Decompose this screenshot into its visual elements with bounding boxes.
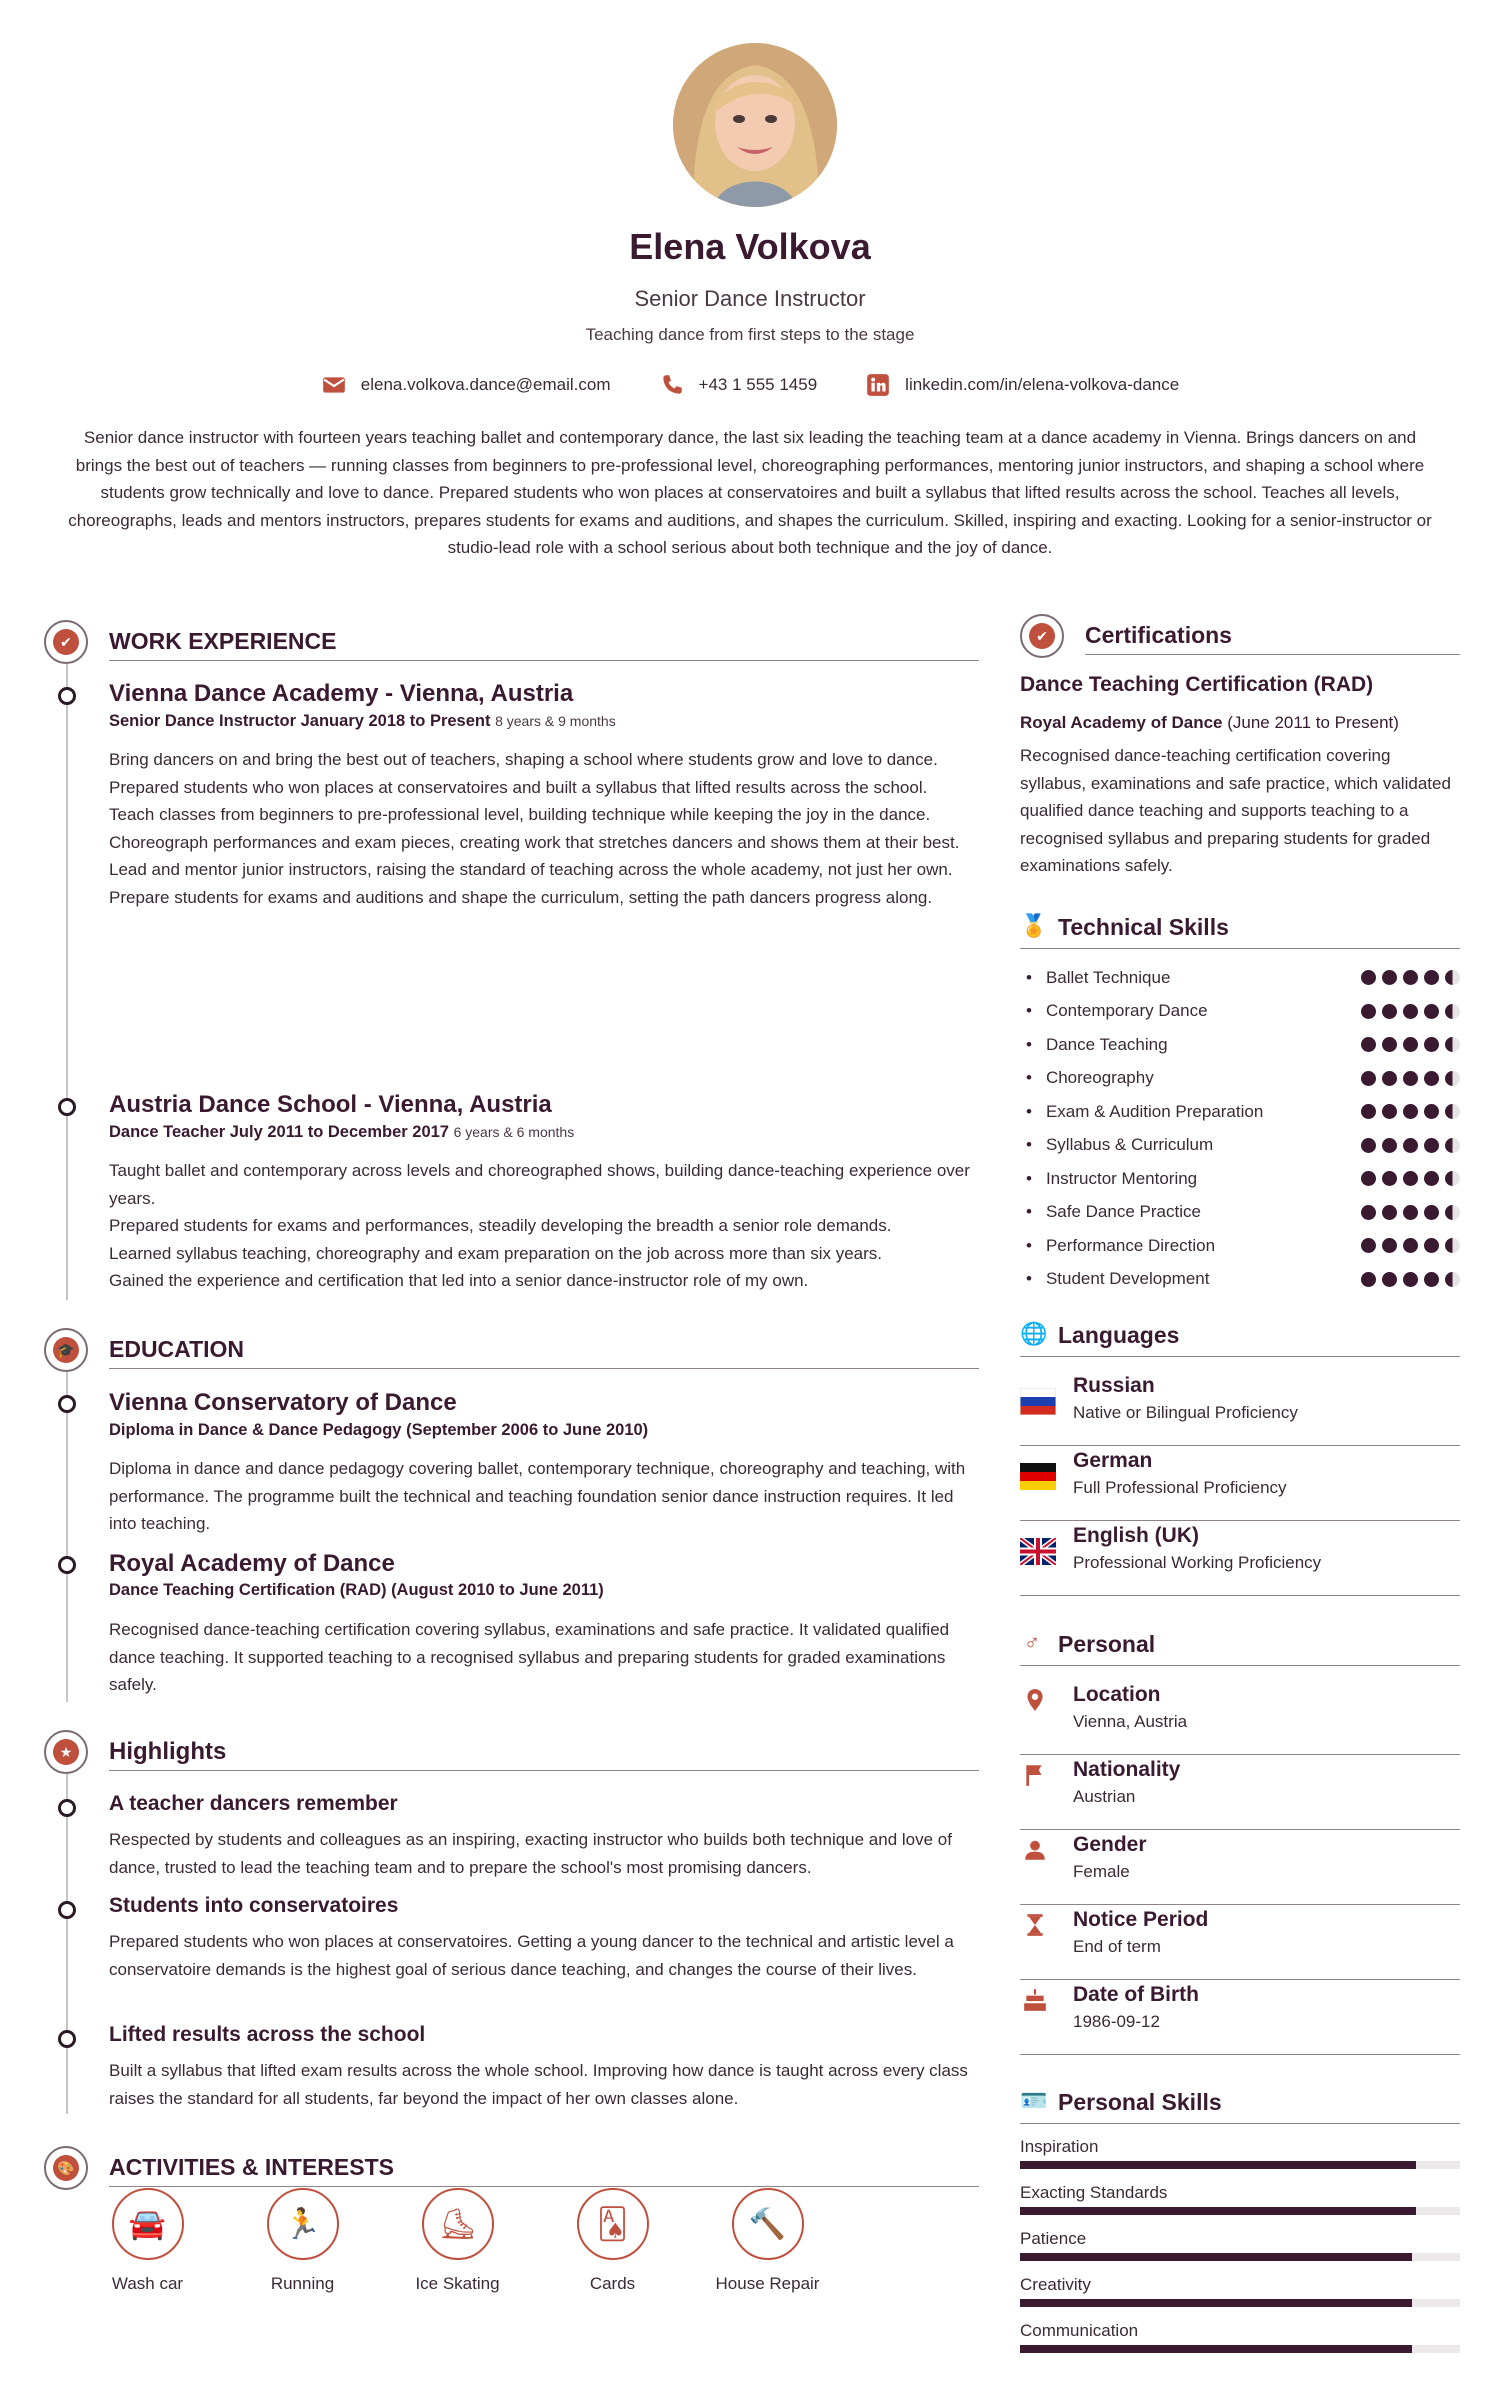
personal-skill-item (1020, 2183, 1460, 2215)
rating-dot (1403, 1171, 1418, 1186)
divider (109, 2186, 979, 2187)
skill-item (1020, 1162, 1460, 1196)
palette-icon: 🎨 (44, 2146, 88, 2190)
cake-icon (1022, 1987, 1048, 2013)
highlights-header (44, 1730, 979, 1774)
star-badge-icon: ★ (44, 1730, 88, 1774)
languages-header (1020, 1316, 1460, 1360)
candidate-role: Senior Dance Instructor (634, 286, 866, 311)
rating-dot (1361, 1104, 1376, 1119)
activities-title: ACTIVITIES & INTERESTS (109, 2154, 394, 2180)
timeline-dot (58, 1556, 76, 1574)
rating-dot (1382, 1037, 1397, 1052)
personal-skill-item (1020, 2275, 1460, 2307)
rating-dot (1403, 1205, 1418, 1220)
personal-skills-header (1020, 2083, 1460, 2127)
timeline-dot (58, 1901, 76, 1919)
personal-skill-label: Exacting Standards (1020, 2183, 1168, 2202)
germany-flag-icon (1020, 1463, 1056, 1490)
rating-dot (1424, 1104, 1439, 1119)
personal-value: End of term (1073, 1937, 1161, 1956)
language-item (1020, 1447, 1460, 1521)
language-level: Professional Working Proficiency (1073, 1553, 1322, 1572)
education-description: Recognised dance-teaching certification covering syllabus, examinations and safe practice. It validated qualified dance teaching. It supported teaching to a recognised syllabus and preparing students for graded examinations safely. (109, 1620, 950, 1694)
skill-bar (1020, 2345, 1460, 2353)
job-subtitle (109, 1123, 574, 1142)
education-title: EDUCATION (109, 1336, 245, 1362)
uk-flag-icon (1020, 1538, 1056, 1565)
divider (109, 660, 979, 661)
highlight-title: A teacher dancers remember (109, 1792, 398, 1815)
skill-item (1020, 961, 1460, 995)
job-description: Taught ballet and contemporary across levels and choreographed shows, building dance-teaching experience over years. Prepared students for exams and performances, steadily developing the breadth a senior role demands. Learned syllabus teaching, choreography and exam preparation on the job across more than six years. Gained the experience and certification that led into a senior dance-instructor role of my own. (109, 1161, 970, 1290)
ice-skating-icon: ⛸ (422, 2188, 494, 2260)
rating-dot (1361, 970, 1376, 985)
badge-icon: ✔ (44, 620, 88, 664)
rating-dot (1382, 1071, 1397, 1086)
linkedin-icon (865, 372, 891, 398)
email-text: elena.volkova.dance@email.com (360, 375, 611, 394)
personal-item (1020, 1981, 1460, 2055)
skill-bar (1020, 2253, 1460, 2261)
rating-dot (1445, 1004, 1460, 1019)
technical-skills-list (1020, 961, 1460, 1296)
skill-bar-fill (1020, 2253, 1412, 2261)
timeline-dot (58, 2030, 76, 2048)
rating-dot (1361, 1071, 1376, 1086)
skill-item (1020, 1129, 1460, 1163)
rating-dot (1403, 970, 1418, 985)
activity-label: Ice Skating (415, 2274, 500, 2293)
contact-email[interactable] (321, 372, 611, 398)
cards-icon: 🂡 (577, 2188, 649, 2260)
rating-dot (1424, 1238, 1439, 1253)
job-title: Austria Dance School - Vienna, Austria (109, 1091, 552, 1118)
personal-value: Austrian (1073, 1787, 1136, 1806)
rating-dot (1424, 1171, 1439, 1186)
skill-rating (1361, 1004, 1460, 1019)
activity-label: Wash car (111, 2274, 184, 2293)
rating-dot (1424, 970, 1439, 985)
personal-item (1020, 1756, 1460, 1830)
skill-label: • Contemporary Dance (1020, 1001, 1208, 1021)
issuer-name: Royal Academy of Dance (1020, 713, 1223, 732)
rating-dot (1445, 1238, 1460, 1253)
timeline-dot (58, 1799, 76, 1817)
personal-label: Notice Period (1073, 1908, 1209, 1931)
rating-dot (1361, 1037, 1376, 1052)
work-experience-header (44, 620, 979, 664)
hourglass-icon (1022, 1912, 1048, 1938)
activity-item (380, 2188, 535, 2294)
id-badge-icon: 🪪 (1020, 2088, 1048, 2113)
rating-dot (1445, 1205, 1460, 1220)
personal-skill-label: Creativity (1020, 2275, 1091, 2294)
rating-dot (1403, 1071, 1418, 1086)
contact-linkedin[interactable] (865, 372, 1179, 398)
rating-dot (1424, 1138, 1439, 1153)
personal-label: Date of Birth (1073, 1983, 1199, 2006)
personal-label: Location (1073, 1683, 1161, 1706)
skill-bar (1020, 2207, 1460, 2215)
rating-dot (1382, 970, 1397, 985)
rating-dot (1361, 1004, 1376, 1019)
certifications-header (1020, 614, 1460, 658)
activity-item (690, 2188, 845, 2294)
education-header (44, 1328, 979, 1372)
activities-list (70, 2188, 845, 2294)
personal-skill-item (1020, 2137, 1460, 2169)
divider (109, 1770, 979, 1771)
house-repair-icon: 🔨 (732, 2188, 804, 2260)
personal-item (1020, 1831, 1460, 1905)
divider (1085, 654, 1460, 655)
linkedin-text: linkedin.com/in/elena-volkova-dance (905, 375, 1180, 394)
skill-item (1020, 1095, 1460, 1129)
activity-item (225, 2188, 380, 2294)
rating-dot (1403, 1104, 1418, 1119)
language-item (1020, 1372, 1460, 1446)
skill-label: • Ballet Technique (1020, 968, 1170, 988)
rating-dot (1382, 1205, 1397, 1220)
rating-dot (1445, 1104, 1460, 1119)
russia-flag-icon (1020, 1388, 1056, 1415)
language-level: Full Professional Proficiency (1073, 1478, 1287, 1497)
language-name: Russian (1073, 1374, 1155, 1397)
certification-dates: (June 2011 to Present) (1227, 713, 1399, 732)
rating-dot (1361, 1272, 1376, 1287)
skill-rating (1361, 1171, 1460, 1186)
skill-rating (1361, 1071, 1460, 1086)
skill-rating (1361, 1272, 1460, 1287)
language-item (1020, 1522, 1460, 1596)
personal-skill-item (1020, 2229, 1460, 2261)
skill-label: • Safe Dance Practice (1020, 1202, 1201, 1222)
skill-label: • Student Development (1020, 1269, 1209, 1289)
timeline-dot (58, 687, 76, 705)
skill-rating (1361, 1138, 1460, 1153)
job-role-dates: Senior Dance Instructor January 2018 to Present (109, 712, 491, 730)
divider (1020, 2123, 1460, 2124)
rating-dot (1382, 1104, 1397, 1119)
highlight-title: Lifted results across the school (109, 2023, 426, 2046)
skill-label: • Performance Direction (1020, 1236, 1215, 1256)
highlight-description: Respected by students and colleagues as an inspiring, exacting instructor who builds both technique and love of dance, trusted to lead the teaching team and to prepare the school's most promising dancers. (109, 1830, 952, 1877)
skill-rating (1361, 970, 1460, 985)
rating-dot (1424, 1205, 1439, 1220)
language-name: German (1073, 1449, 1153, 1472)
rating-dot (1424, 1037, 1439, 1052)
certification-description: Recognised dance-teaching certification covering syllabus, examinations and safe practice, which validated qualified dance teaching and supports teaching to a recognised syllabus and preparing students for graded examinations safely. (1020, 746, 1451, 875)
car-wash-icon: 🚘 (112, 2188, 184, 2260)
skill-item (1020, 1196, 1460, 1230)
divider (1020, 948, 1460, 949)
person-icon (1022, 1837, 1048, 1863)
gender-icon: ♂ (1023, 1630, 1041, 1655)
school-name: Royal Academy of Dance (109, 1550, 395, 1577)
job-duration: 6 years & 6 months (453, 1124, 575, 1140)
rating-dot (1382, 1272, 1397, 1287)
job-role-dates: Dance Teacher July 2011 to December 2017 (109, 1123, 449, 1141)
personal-item (1020, 1906, 1460, 1980)
rating-dot (1382, 1138, 1397, 1153)
skill-item (1020, 1062, 1460, 1096)
activities-header (44, 2146, 979, 2190)
skill-rating (1361, 1238, 1460, 1253)
timeline-dot (58, 1098, 76, 1116)
phone-icon (659, 372, 685, 398)
flag-icon (1022, 1762, 1048, 1788)
rating-dot (1403, 1037, 1418, 1052)
certifications-title: Certifications (1085, 622, 1232, 648)
skill-item (1020, 1263, 1460, 1297)
rating-dot (1403, 1272, 1418, 1287)
timeline-line (66, 1774, 68, 2114)
candidate-name: Elena Volkova (629, 226, 871, 267)
rating-dot (1445, 1272, 1460, 1287)
skill-bar (1020, 2161, 1460, 2169)
activity-item (70, 2188, 225, 2294)
personal-skill-item (1020, 2321, 1460, 2353)
divider (109, 1368, 979, 1369)
rating-dot (1424, 1071, 1439, 1086)
rating-dot (1361, 1171, 1376, 1186)
contact-bar (0, 372, 1500, 398)
rating-dot (1361, 1238, 1376, 1253)
personal-item (1020, 1681, 1460, 1755)
personal-value: Female (1073, 1862, 1130, 1881)
job-duration: 8 years & 9 months (495, 713, 616, 729)
personal-value: Vienna, Austria (1073, 1712, 1188, 1731)
rating-dot (1445, 1037, 1460, 1052)
skill-label: • Instructor Mentoring (1020, 1169, 1197, 1189)
running-icon: 🏃 (267, 2188, 339, 2260)
highlight-description: Prepared students who won places at conservatoires. Getting a young dancer to the technical and artistic level a conservatoire demands is the highest goal of serious dance teaching, and changes the course of their lives. (109, 1932, 954, 1979)
personal-label: Nationality (1073, 1758, 1181, 1781)
certification-issuer (1020, 713, 1399, 733)
technical-skills-title: Technical Skills (1058, 914, 1229, 940)
skill-bar-fill (1020, 2299, 1412, 2307)
skill-item (1020, 995, 1460, 1029)
language-level: Native or Bilingual Proficiency (1073, 1403, 1298, 1422)
degree: Dance Teaching Certification (RAD) (August 2010 to June 2011) (109, 1581, 604, 1599)
skill-item (1020, 1229, 1460, 1263)
timeline-dot (58, 1395, 76, 1413)
profile-photo (673, 43, 837, 207)
rating-dot (1445, 1138, 1460, 1153)
school-name: Vienna Conservatory of Dance (109, 1389, 457, 1416)
highlight-description: Built a syllabus that lifted exam results across the whole school. Improving how dance is taught across every class raises the standard for all students, far beyond the impact of her own classes alone. (109, 2061, 968, 2108)
skill-bar-fill (1020, 2161, 1416, 2169)
languages-title: Languages (1058, 1322, 1180, 1348)
personal-skills-title: Personal Skills (1058, 2089, 1222, 2115)
skill-label: • Dance Teaching (1020, 1035, 1168, 1055)
skill-rating (1361, 1104, 1460, 1119)
location-pin-icon (1022, 1687, 1048, 1713)
language-name: English (UK) (1073, 1524, 1199, 1547)
job-description: Bring dancers on and bring the best out of teachers, shaping a school where students grow and love to dance. Prepared students who won places at conservatoires and built a syllabus that lifted results across the school. Teach classes from beginners to pre-professional level, building technique while keeping the joy in the dance. Choreograph performances and exam pieces, creating work that stretches dancers and shows them at their best. Lead and mentor junior instructors, raising the standard of teaching across the whole academy, not just her own. Prepare students for exams and auditions and shape the curriculum, setting the path dancers progress along. (109, 750, 960, 907)
education-description: Diploma in dance and dance pedagogy covering ballet, contemporary technique, choreography and teaching, with performance. The programme built the technical and teaching foundation senior dance instruction requires. It led into teaching. (109, 1459, 966, 1533)
rating-dot (1382, 1004, 1397, 1019)
divider (1020, 1665, 1460, 1666)
timeline-line (66, 664, 68, 1300)
divider (1020, 1356, 1460, 1357)
personal-value: 1986-09-12 (1073, 2012, 1160, 2031)
award-icon: 🏅 (1020, 913, 1048, 938)
certification-name: Dance Teaching Certification (RAD) (1020, 673, 1374, 696)
job-title: Vienna Dance Academy - Vienna, Austria (109, 680, 574, 707)
highlight-title: Students into conservatoires (109, 1894, 399, 1917)
activity-label: Cards (589, 2274, 636, 2293)
phone-text: +43 1 555 1459 (698, 375, 818, 394)
skill-bar-fill (1020, 2345, 1412, 2353)
activity-item (535, 2188, 690, 2294)
contact-phone[interactable] (659, 372, 818, 398)
personal-skill-label: Communication (1020, 2321, 1139, 2340)
rating-dot (1403, 1138, 1418, 1153)
personal-skill-label: Inspiration (1020, 2137, 1099, 2156)
skill-item (1020, 1028, 1460, 1062)
job-subtitle (109, 712, 616, 731)
personal-label: Gender (1073, 1833, 1147, 1856)
rating-dot (1403, 1004, 1418, 1019)
rating-dot (1403, 1238, 1418, 1253)
email-icon (321, 372, 347, 398)
graduation-cap-icon: 🎓 (44, 1328, 88, 1372)
degree: Diploma in Dance & Dance Pedagogy (September 2006 to June 2010) (109, 1421, 649, 1439)
rating-dot (1361, 1205, 1376, 1220)
technical-skills-header (1020, 908, 1460, 952)
skill-label: • Exam & Audition Preparation (1020, 1102, 1263, 1122)
activity-label: Running (270, 2274, 335, 2293)
skill-label: • Choreography (1020, 1068, 1154, 1088)
activity-label: House Repair (715, 2274, 820, 2293)
certificate-badge-icon: ✔ (1020, 614, 1064, 658)
work-experience-title: WORK EXPERIENCE (109, 628, 337, 654)
rating-dot (1445, 1171, 1460, 1186)
rating-dot (1445, 970, 1460, 985)
rating-dot (1424, 1004, 1439, 1019)
rating-dot (1424, 1272, 1439, 1287)
tagline: Teaching dance from first steps to the stage (585, 325, 915, 344)
rating-dot (1382, 1171, 1397, 1186)
globe-icon: 🌐 (1020, 1321, 1048, 1346)
personal-header (1020, 1625, 1460, 1669)
rating-dot (1361, 1138, 1376, 1153)
rating-dot (1445, 1071, 1460, 1086)
skill-bar (1020, 2299, 1460, 2307)
skill-label: • Syllabus & Curriculum (1020, 1135, 1213, 1155)
timeline-line (66, 1372, 68, 1702)
skill-bar-fill (1020, 2207, 1416, 2215)
highlights-title: Highlights (109, 1738, 227, 1765)
profile-summary: Senior dance instructor with fourteen years teaching ballet and contemporary dance, the last six leading the teaching team at a dance academy in Vienna. Brings dancers on and brings the best out of teachers — running classes from beginners to pre-professional level, choreographing performances, mentoring junior instructors, and shaping a school where students grow technically and love to dance. Prepared students who won places at conservatoires and built a syllabus that lifted results across the school. Teaches all levels, choreographs, leads and mentors instructors, prepares students for exams and auditions, and shapes the curriculum. Skilled, inspiring and exacting. Looking for a senior-instructor or studio-lead role with a school serious about both technique and the joy of dance. (68, 428, 1432, 557)
skill-rating (1361, 1037, 1460, 1052)
rating-dot (1382, 1238, 1397, 1253)
skill-rating (1361, 1205, 1460, 1220)
personal-title: Personal (1058, 1631, 1156, 1657)
personal-skill-label: Patience (1020, 2229, 1087, 2248)
